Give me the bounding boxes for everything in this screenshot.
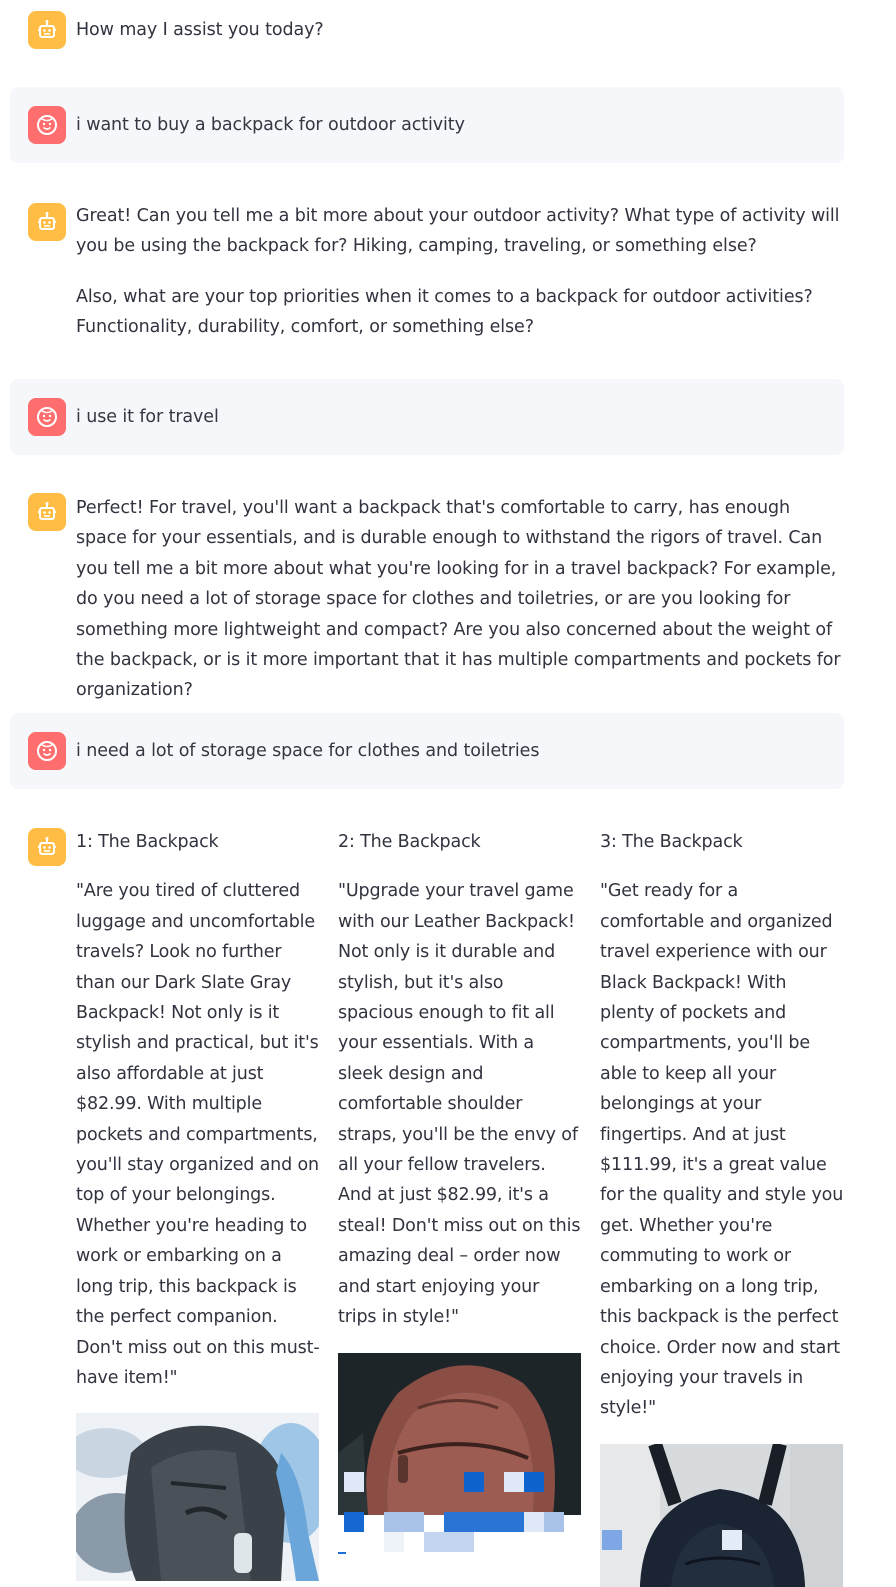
backpack-photo	[76, 1413, 319, 1581]
product-description: "Get ready for a comfortable and organized travel experience with our Black Backpack! With plenty of pockets and compartments, you'll be able to keep all your belongings at your fingertips. And at just $111.99, it's a great value for the quality and style you get. Whether you're commuting to work or embarking on a long trip, this backpack is the perfect choice. Order now and start enjoying your travels in style!"	[600, 881, 844, 1419]
chat-message-user	[10, 713, 844, 789]
link-fragment	[504, 1472, 524, 1492]
bot-avatar	[28, 828, 66, 866]
link-fragment	[524, 1512, 544, 1532]
link-fragment	[344, 1512, 364, 1532]
message-paragraph: Great! Can you tell me a bit more about your outdoor activity? What type of activity will you be using the backpack for? Hiking, camping, traveling, or something else?	[76, 206, 840, 257]
smiley-face-icon	[35, 113, 59, 137]
pixelated-link-area	[338, 1460, 588, 1587]
robot-icon	[35, 835, 59, 859]
product-title: 2: The Backpack	[338, 832, 481, 852]
user-avatar	[28, 732, 66, 770]
message-text: i want to buy a backpack for outdoor activity	[76, 115, 465, 135]
link-fragment	[384, 1512, 424, 1532]
user-avatar	[28, 106, 66, 144]
bot-avatar	[28, 11, 66, 49]
robot-icon	[35, 500, 59, 524]
message-text: i need a lot of storage space for clothes and toiletries	[76, 741, 540, 761]
product-card-1	[76, 827, 320, 1581]
message-text: How may I assist you today?	[76, 20, 324, 40]
link-fragment	[544, 1512, 564, 1532]
user-avatar	[28, 398, 66, 436]
product-description: "Upgrade your travel game with our Leather Backpack! Not only is it durable and stylish, but it's also spacious enough to fit all your essentials. With a sleek design and comfortable shoulder straps, you'll be the envy of all your fellow travelers. And at just $82.99, it's a steal! Don't miss out on this amazing deal – order now and start enjoying your trips in style!"	[338, 881, 581, 1328]
bot-avatar	[28, 203, 66, 241]
message-text: i use it for travel	[76, 407, 219, 427]
chat-message-user	[10, 87, 844, 163]
robot-icon	[35, 210, 59, 234]
product-title: 3: The Backpack	[600, 832, 743, 852]
product-title: 1: The Backpack	[76, 832, 219, 852]
pixelated-link-area	[600, 1530, 843, 1587]
link-fragment	[722, 1530, 742, 1550]
product-card-2	[338, 827, 582, 1515]
smiley-face-icon	[35, 405, 59, 429]
smiley-face-icon	[35, 739, 59, 763]
link-fragment	[344, 1472, 364, 1492]
link-fragment	[444, 1512, 524, 1532]
chat-message-assistant	[10, 0, 844, 60]
link-fragment	[602, 1530, 622, 1550]
message-paragraph: Also, what are your top priorities when it comes to a backpack for outdoor activities? Functionality, durability, comfort, or something else?	[76, 286, 813, 338]
link-fragment	[464, 1472, 484, 1492]
bot-avatar	[28, 493, 66, 531]
product-card-3	[600, 827, 844, 1587]
link-fragment	[424, 1532, 474, 1552]
link-underline	[338, 1552, 346, 1554]
link-fragment	[384, 1532, 404, 1552]
product-image	[76, 1413, 319, 1581]
robot-icon	[35, 18, 59, 42]
message-text	[76, 201, 840, 343]
link-fragment	[524, 1472, 544, 1492]
message-text: Perfect! For travel, you'll want a backpack that's comfortable to carry, has enough space for your essentials, and is durable enough to withstand the rigors of travel. Can you tell me a bit more about what you're looking for in a travel backpack? For example, do you need a lot of storage space for clothes and toiletries, or are you looking for something more lightweight and compact? Are you also concerned about the weight of the backpack, or is it more important that it has multiple compartments and pockets for organization?	[76, 498, 841, 701]
product-description: "Are you tired of cluttered luggage and uncomfortable travels? Look no further than our Dark Slate Gray Backpack! Not only is it stylish and practical, but it's also affordable at just $82.99. With multiple pockets and compartments, you'll stay organized and on top of your belongings. Whether you're heading to work or embarking on a long trip, this backpack is the perfect companion. Don't miss out on this must-have item!"	[76, 881, 320, 1388]
chat-message-user	[10, 379, 844, 455]
chat-message-assistant	[10, 482, 844, 701]
chat-message-assistant	[10, 190, 844, 350]
